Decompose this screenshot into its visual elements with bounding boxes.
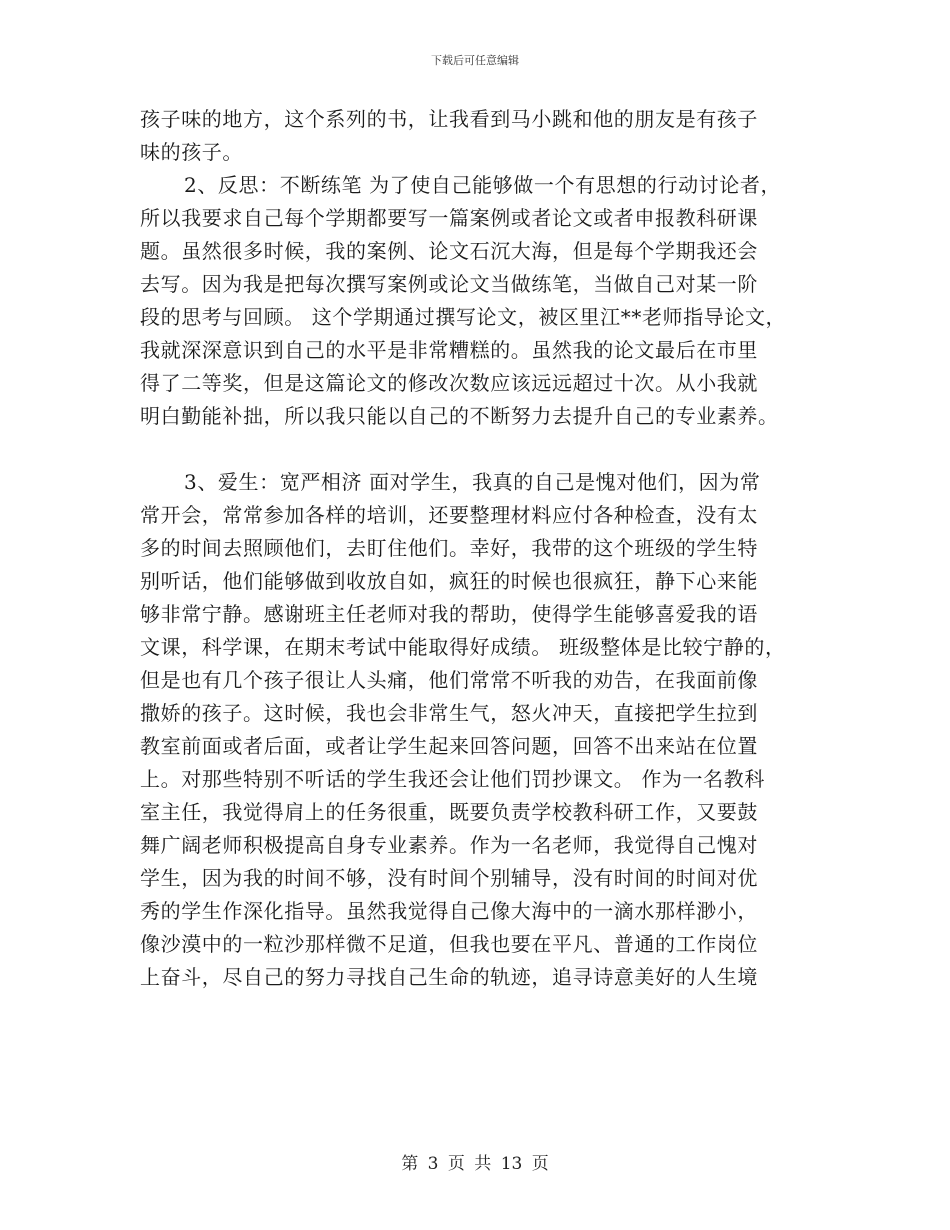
text-line: 但是也有几个孩子很让人头痛，他们常常不听我的劝告，在我面前像 — [140, 668, 758, 692]
paragraph — [140, 103, 820, 169]
text-line: 味的孩子。 — [140, 140, 243, 164]
text-line: 上奋斗，尽自己的努力寻找自己生命的轨迹，追寻诗意美好的人生境 — [140, 965, 758, 989]
page-number: 第 3 页 共 13 页 — [401, 1154, 549, 1174]
document-body — [140, 103, 820, 994]
text-line: 像沙漠中的一粒沙那样微不足道，但我也要在平凡、普通的工作岗位 — [140, 932, 758, 956]
page-header: 下载后可任意编辑 — [431, 54, 519, 67]
text-line: 3、爱生：宽严相济 面对学生，我真的自己是愧对他们，因为常 — [184, 470, 761, 494]
text-line: 教室前面或者后面，或者让学生起来回答问题，回答不出来站在位置 — [140, 734, 758, 758]
text-line: 多的时间去照顾他们，去盯住他们。幸好，我带的这个班级的学生特 — [140, 536, 758, 560]
paragraph-gap — [140, 433, 820, 466]
text-line: 孩子味的地方，这个系列的书，让我看到马小跳和他的朋友是有孩子 — [140, 107, 758, 131]
paragraph — [140, 169, 820, 433]
text-line: 段的思考与回顾。 这个学期通过撰写论文，被区里江**老师指导论文， — [140, 305, 787, 329]
text-line: 明白勤能补拙，所以我只能以自己的不断努力去提升自己的专业素养。 — [140, 404, 779, 428]
text-line: 2、反思：不断练笔 为了使自己能够做一个有思想的行动讨论者， — [184, 173, 782, 197]
text-line: 文课，科学课，在期末考试中能取得好成绩。 班级整体是比较宁静的， — [140, 635, 786, 659]
paragraph — [140, 466, 820, 994]
text-line: 我就深深意识到自己的水平是非常糟糕的。虽然我的论文最后在市里 — [140, 338, 758, 362]
text-line: 所以我要求自己每个学期都要写一篇案例或者论文或者申报教科研课 — [140, 206, 758, 230]
text-line: 上。对那些特别不听话的学生我还会让他们罚抄课文。 作为一名教科 — [140, 767, 765, 791]
text-line: 撒娇的孩子。这时候，我也会非常生气，怒火冲天，直接把学生拉到 — [140, 701, 758, 725]
text-line: 别听话，他们能够做到收放自如，疯狂的时候也很疯狂，静下心来能 — [140, 569, 758, 593]
text-line: 够非常宁静。感谢班主任老师对我的帮助，使得学生能够喜爱我的语 — [140, 602, 758, 626]
text-line: 室主任，我觉得肩上的任务很重，既要负责学校教科研工作，又要鼓 — [140, 800, 758, 824]
text-line: 舞广阔老师积极提高自身专业素养。作为一名老师，我觉得自己愧对 — [140, 833, 758, 857]
text-line: 秀的学生作深化指导。虽然我觉得自己像大海中的一滴水那样渺小， — [140, 899, 758, 923]
text-line: 去写。因为我是把每次撰写案例或论文当做练笔，当做自己对某一阶 — [140, 272, 758, 296]
text-line: 学生，因为我的时间不够，没有时间个别辅导，没有时间的时间对优 — [140, 866, 758, 890]
text-line: 得了二等奖，但是这篇论文的修改次数应该远远超过十次。从小我就 — [140, 371, 758, 395]
text-line: 常开会，常常参加各样的培训，还要整理材料应付各种检查，没有太 — [140, 503, 758, 527]
text-line: 题。虽然很多时候，我的案例、论文石沉大海，但是每个学期我还会 — [140, 239, 758, 263]
